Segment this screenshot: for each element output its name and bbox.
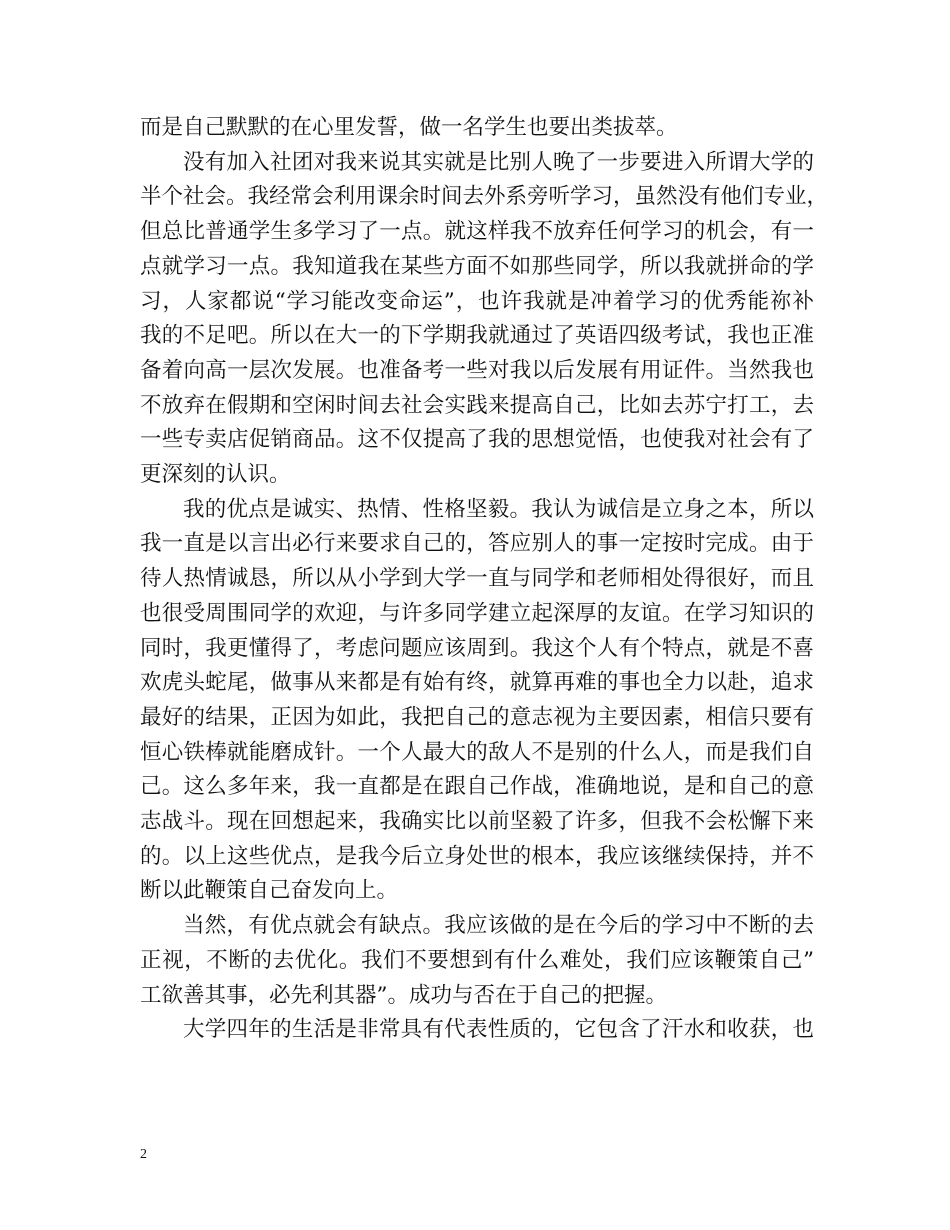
paragraph bbox=[140, 493, 814, 909]
text-line: 点就学习一点。我知道我在某些方面不如那些同学，所以我就拼命的学 bbox=[140, 253, 814, 279]
text-line: 而是自己默默的在心里发誓，做一名学生也要出类拔萃。 bbox=[140, 115, 678, 140]
text-line: 志战斗。现在回想起来，我确实比以前坚毅了许多，但我不会松懈下来 bbox=[140, 809, 814, 835]
text-line: 习，人家都说“学习能改变命运”，也许我就是冲着学习的优秀能祢补 bbox=[140, 288, 814, 314]
text-line: 断以此鞭策自己奋发向上。 bbox=[140, 878, 399, 904]
text-line: 更深刻的认识。 bbox=[140, 462, 291, 488]
text-line: 当然，有优点就会有缺点。我应该做的是在今后的学习中不断的去 bbox=[183, 913, 814, 939]
text-line: 我的优点是诚实、热情、性格坚毅。我认为诚信是立身之本，所以 bbox=[183, 496, 814, 522]
paragraph bbox=[140, 111, 814, 146]
text-line: 工欲善其事，必先利其器”。成功与否在于自己的把握。 bbox=[140, 982, 667, 1008]
text-line: 也很受周围同学的欢迎，与许多同学建立起深厚的友谊。在学习知识的 bbox=[140, 600, 814, 626]
text-line: 己。这么多年来，我一直都是在跟自己作战，准确地说，是和自己的意 bbox=[140, 774, 814, 800]
text-line: 待人热情诚恳，所以从小学到大学一直与同学和老师相处得很好，而且 bbox=[140, 566, 814, 592]
text-line: 正视，不断的去优化。我们不要想到有什么难处，我们应该鞭策自己” bbox=[140, 947, 814, 973]
text-line: 我的不足吧。所以在大一的下学期我就通过了英语四级考试，我也正准 bbox=[140, 323, 814, 349]
paragraph bbox=[140, 146, 829, 493]
text-line: 同时，我更懂得了，考虑问题应该周到。我这个人有个特点，就是不喜 bbox=[140, 635, 814, 661]
text-line: 最好的结果，正因为如此，我把自己的意志视为主要因素，相信只要有 bbox=[140, 704, 814, 730]
paragraph bbox=[140, 909, 814, 1013]
text-line: 备着向高一层次发展。也准备考一些对我以后发展有用证件。当然我也 bbox=[140, 357, 814, 383]
text-line: 大学四年的生活是非常具有代表性质的，它包含了汗水和收获，也 bbox=[183, 1017, 814, 1043]
text-line: 我一直是以言出必行来要求自己的，答应别人的事一定按时完成。由于 bbox=[140, 531, 814, 557]
text-line: 没有加入社团对我来说其实就是比别人晚了一步要进入所谓大学的 bbox=[183, 149, 814, 175]
text-line: 的。以上这些优点，是我今后立身处世的根本，我应该继续保持，并不 bbox=[140, 843, 814, 869]
document-body bbox=[140, 111, 829, 1048]
text-line: 不放弃在假期和空闲时间去社会实践来提高自己，比如去苏宁打工，去 bbox=[140, 392, 814, 418]
page-number: 2 bbox=[140, 1147, 147, 1162]
paragraph bbox=[140, 1013, 814, 1048]
text-line: 欢虎头蛇尾，做事从来都是有始有终，就算再难的事也全力以赴，追求 bbox=[140, 670, 814, 696]
text-line: 但总比普通学生多学习了一点。就这样我不放弃任何学习的机会，有一 bbox=[140, 219, 814, 245]
text-line: 半个社会。我经常会利用课余时间去外系旁听学习，虽然没有他们专业， bbox=[140, 184, 829, 210]
text-line: 一些专卖店促销商品。这不仅提高了我的思想觉悟，也使我对社会有了 bbox=[140, 427, 814, 453]
text-line: 恒心铁棒就能磨成针。一个人最大的敌人不是别的什么人，而是我们自 bbox=[140, 739, 814, 765]
